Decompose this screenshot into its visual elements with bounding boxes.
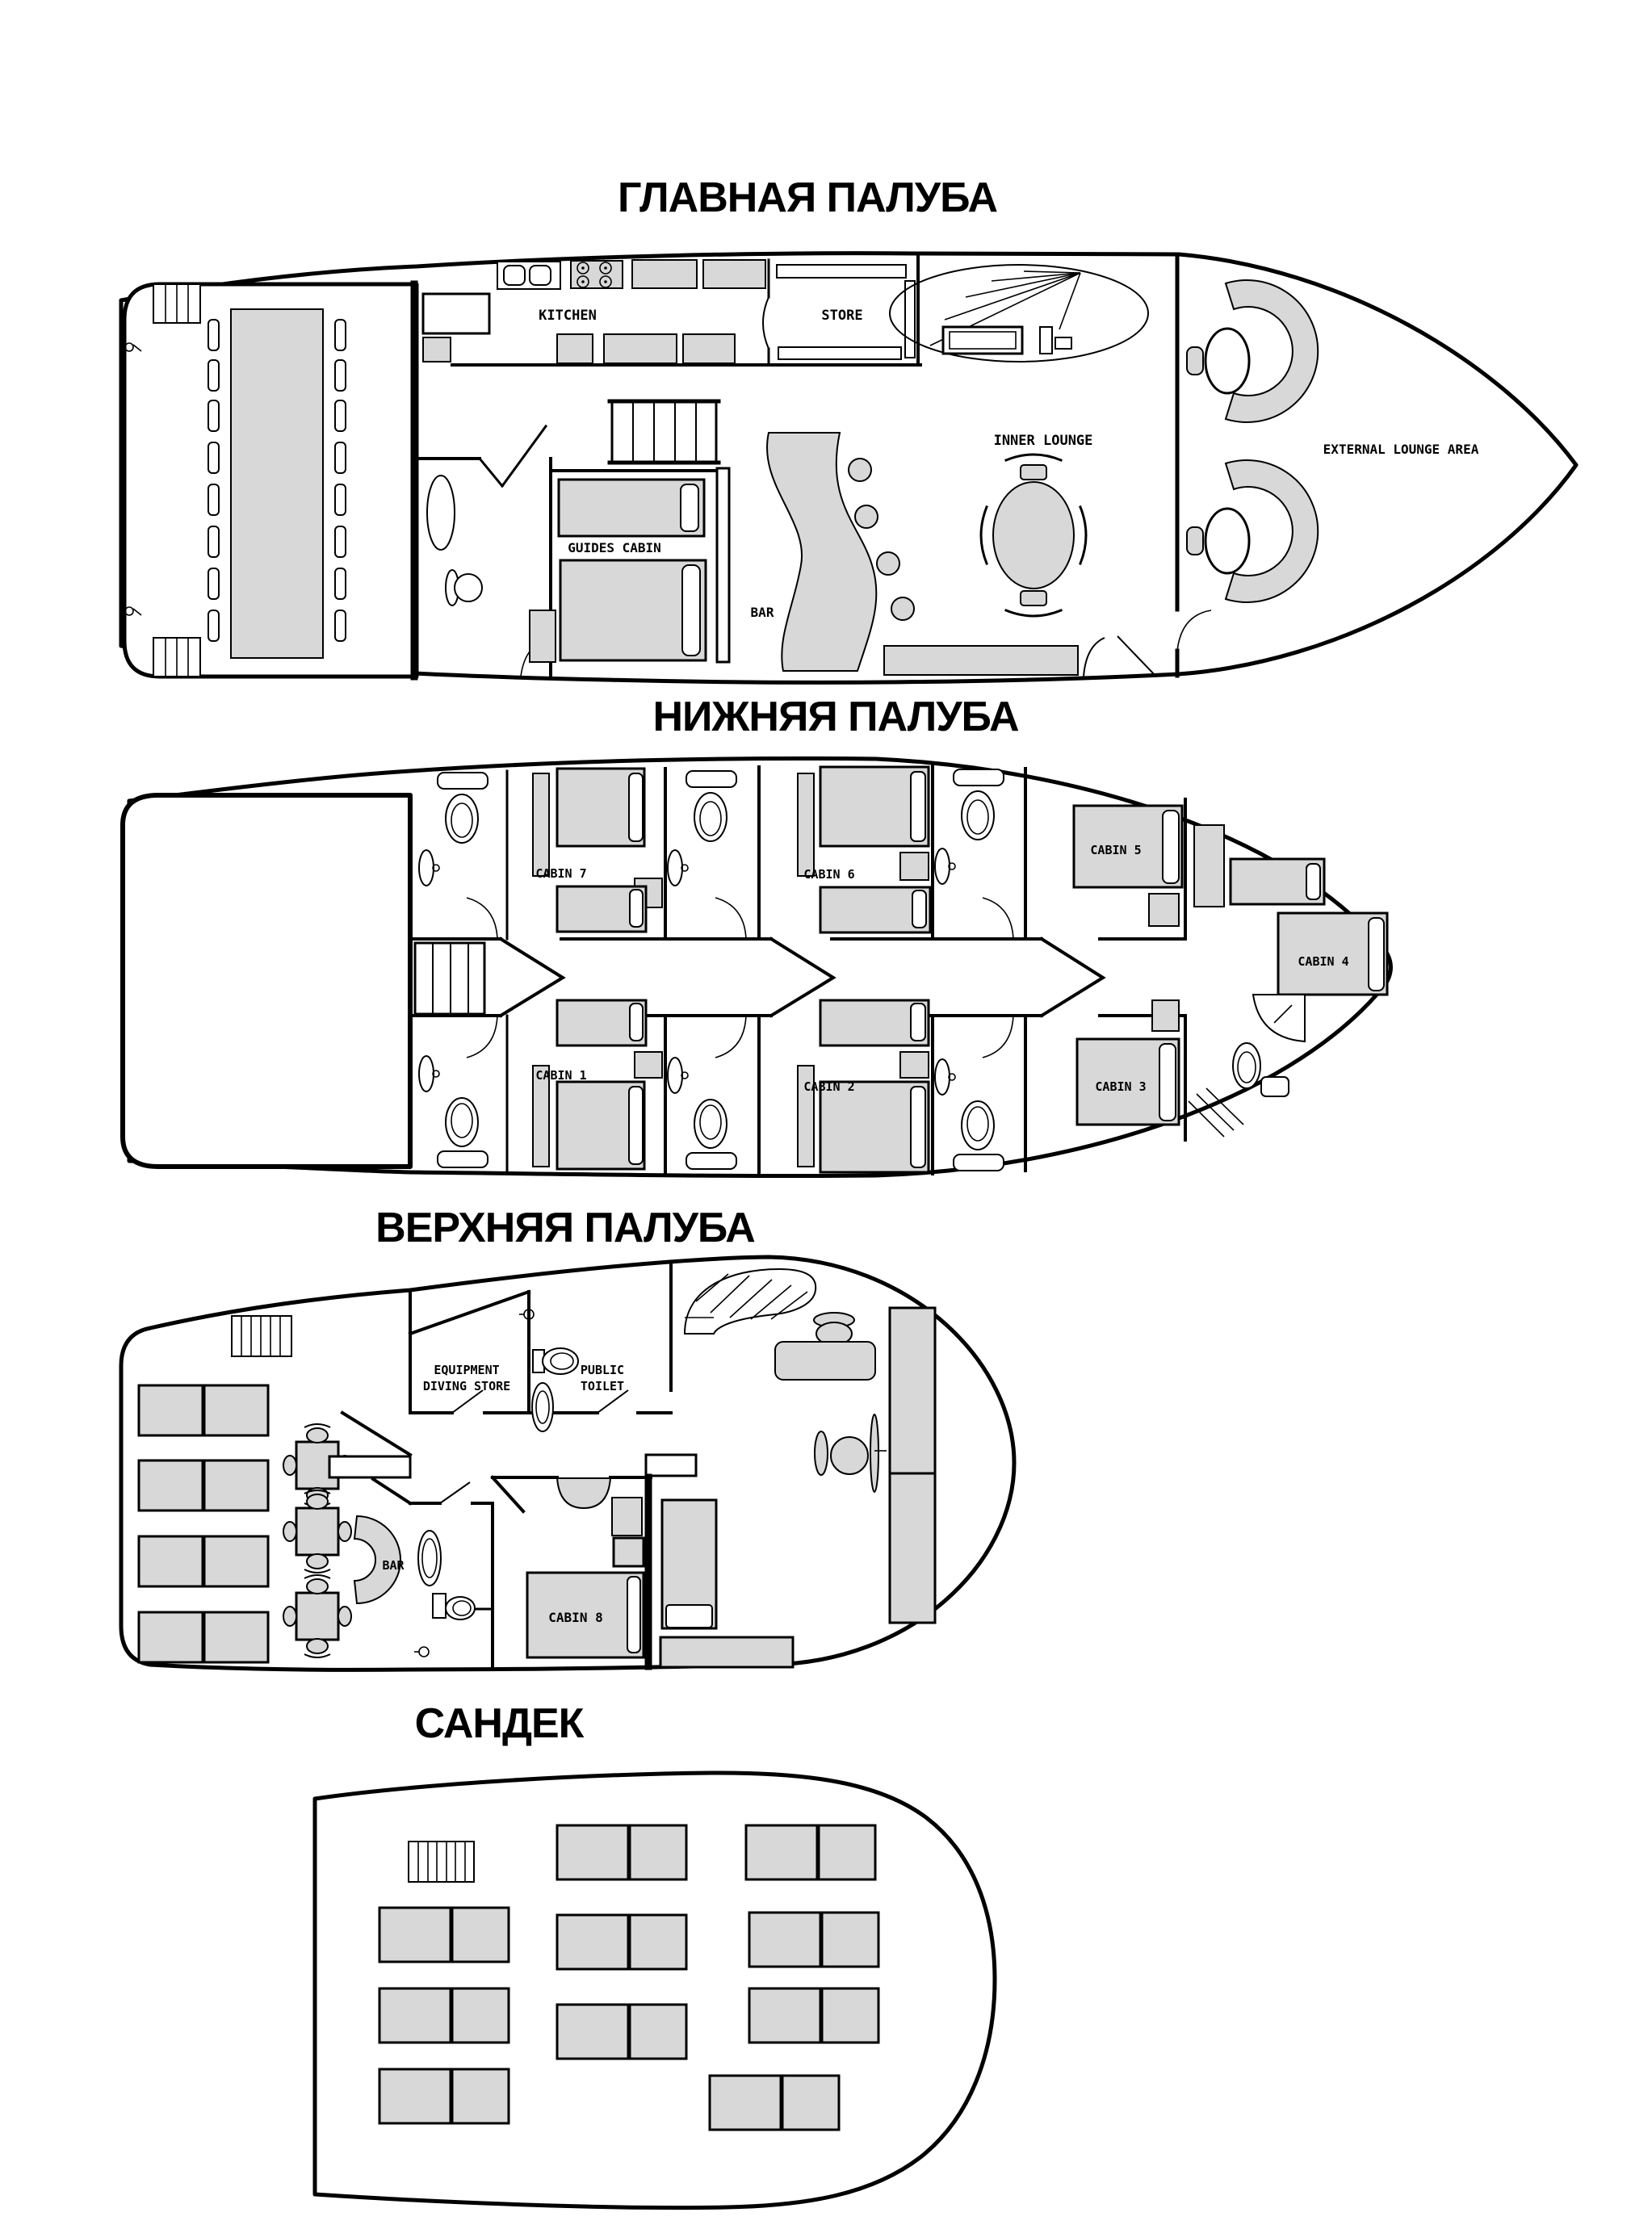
round-table xyxy=(1205,329,1249,393)
stern-ladder-bottom xyxy=(153,638,200,677)
wardrobe xyxy=(798,773,814,876)
sink xyxy=(532,1383,553,1431)
sun-lounger-pair xyxy=(710,2076,839,2130)
shelf xyxy=(438,1151,488,1167)
public-toilet-label: TOILET xyxy=(580,1379,625,1393)
bed-pillow xyxy=(911,772,925,841)
lower-engine-room xyxy=(123,795,410,1167)
bar-stool xyxy=(877,552,899,575)
cabin-2-label: CABIN 2 xyxy=(803,1079,855,1094)
upper-bar-label: BAR xyxy=(382,1558,405,1573)
nightstand xyxy=(635,1052,662,1078)
lower-deck-title: НИЖНЯЯ ПАЛУБА xyxy=(652,693,1019,740)
stool xyxy=(1187,527,1203,555)
chair xyxy=(1021,591,1046,605)
shelf xyxy=(954,1154,1004,1171)
bed-pillow xyxy=(627,1577,640,1653)
nightstand xyxy=(900,853,929,880)
toilet-tank xyxy=(433,1594,446,1618)
bed-pillow xyxy=(1369,918,1384,991)
toilet xyxy=(694,1100,727,1148)
sun-lounger-pair xyxy=(557,2005,686,2059)
cabin-3-label: CABIN 3 xyxy=(1095,1079,1147,1094)
sink xyxy=(668,1058,682,1093)
chart-table xyxy=(775,1342,875,1380)
sun-deck-title: САНДЕК xyxy=(414,1700,584,1747)
main-deck-title: ГЛАВНАЯ ПАЛУБА xyxy=(617,174,998,221)
store-label: STORE xyxy=(821,308,863,324)
sun-deck-stairs-box xyxy=(409,1842,474,1882)
bed-pillow xyxy=(1163,811,1179,883)
cabin-7-label: CABIN 7 xyxy=(535,866,587,881)
sun-lounger-pair xyxy=(379,2069,509,2123)
lounge-bench xyxy=(884,646,1078,675)
equipment-store-label: DIVING STORE xyxy=(422,1379,511,1393)
sink xyxy=(935,1059,950,1095)
shelf xyxy=(686,771,736,787)
toilet xyxy=(455,574,482,601)
store-shelf xyxy=(777,265,906,278)
kitchen-counter xyxy=(632,260,697,288)
lounge-table xyxy=(993,482,1074,589)
guides-cabin xyxy=(530,468,729,662)
sun-lounger-pair xyxy=(749,1913,878,1967)
kitchen-stove xyxy=(571,261,623,288)
console xyxy=(890,1308,935,1473)
helm-chair xyxy=(831,1437,868,1474)
bed-pillow xyxy=(681,484,698,531)
kitchen-label: KITCHEN xyxy=(539,308,597,324)
equipment-store-label: EQUIPMENT xyxy=(434,1363,500,1377)
bench xyxy=(646,1455,696,1476)
wardrobe xyxy=(1194,825,1224,907)
toilet xyxy=(446,794,478,843)
sink xyxy=(419,850,434,886)
bed-pillow xyxy=(911,1004,925,1041)
toilet xyxy=(962,791,994,840)
kitchen-counter xyxy=(703,260,765,288)
bench xyxy=(329,1456,410,1477)
sink xyxy=(668,850,682,886)
bar-stool xyxy=(849,459,871,481)
sink-bowl xyxy=(504,266,525,285)
helm-chair-back xyxy=(815,1431,828,1475)
kitchen-cabinet xyxy=(423,337,451,362)
cabin-5-label: CABIN 5 xyxy=(1090,843,1142,857)
nightstand xyxy=(900,1052,929,1078)
stern-ladder-top xyxy=(153,284,200,323)
closet xyxy=(612,1498,642,1536)
sun-deck xyxy=(315,1700,995,2208)
bed-pillow xyxy=(630,890,643,927)
sink xyxy=(935,849,950,884)
shelf xyxy=(438,773,488,789)
main-stairs-box xyxy=(610,401,719,463)
sun-lounger-pair xyxy=(379,1908,509,1962)
bed-pillow xyxy=(629,1087,643,1164)
cabinet xyxy=(530,610,556,662)
sun-lounger-pair xyxy=(557,1825,686,1879)
wardrobe xyxy=(533,773,549,876)
cabin-4-label: CABIN 4 xyxy=(1298,954,1349,969)
upper-deck xyxy=(121,1205,1014,1670)
toilet xyxy=(962,1101,994,1150)
bed-pillow xyxy=(1306,864,1320,899)
chair xyxy=(1021,465,1046,480)
kitchen-island xyxy=(423,294,489,333)
bar-stool xyxy=(891,597,914,620)
closet xyxy=(614,1538,644,1566)
bar-stool xyxy=(855,505,878,528)
sink xyxy=(427,476,455,550)
bed-pillow xyxy=(666,1605,712,1628)
store-shelf xyxy=(905,281,915,358)
sink xyxy=(1261,1077,1289,1096)
kitchen-counter xyxy=(604,334,677,363)
shelf xyxy=(686,1153,736,1169)
nightstand xyxy=(1152,1000,1179,1031)
lower-stairs-box xyxy=(415,943,484,1014)
cabin-6-label: CABIN 6 xyxy=(803,867,855,882)
toilet xyxy=(446,1098,478,1146)
bed-pillow xyxy=(629,773,643,841)
cabin-divider xyxy=(717,468,729,662)
sun-lounger-pair xyxy=(557,1915,686,1969)
cabin-8-label: CABIN 8 xyxy=(548,1610,603,1625)
bed-pillow xyxy=(1159,1044,1176,1121)
toilet xyxy=(694,793,727,841)
shelf xyxy=(954,769,1004,786)
sun-lounger-pair xyxy=(749,1988,878,2043)
bed-pillow xyxy=(911,1087,925,1167)
kitchen-counter xyxy=(683,334,735,363)
console xyxy=(890,1473,935,1623)
sun-lounger-pair xyxy=(746,1825,875,1879)
external-lounge-label: EXTERNAL LOUNGE AREA xyxy=(1323,442,1479,457)
bed-pillow xyxy=(912,890,926,928)
inner-lounge-label: INNER LOUNGE xyxy=(993,433,1093,449)
sun-lounger-pair xyxy=(379,1988,509,2043)
lower-deck xyxy=(123,693,1391,1176)
sink xyxy=(419,1056,434,1092)
bench xyxy=(660,1637,793,1667)
guides-cabin-label: GUIDES CABIN xyxy=(568,540,661,555)
stool xyxy=(1187,347,1203,375)
upper-deck-title: ВЕРХНЯЯ ПАЛУБА xyxy=(375,1205,755,1251)
bed-pillow xyxy=(630,1004,643,1041)
toilet xyxy=(1233,1043,1260,1088)
kitchen-counter xyxy=(557,334,593,363)
upper-stairs-box xyxy=(232,1316,291,1356)
tv-console xyxy=(943,327,1071,354)
nightstand xyxy=(1149,894,1179,926)
steering-wheel xyxy=(870,1414,878,1492)
bar-label: BAR xyxy=(750,605,774,620)
sink-bowl xyxy=(530,266,551,285)
cabin-1-label: CABIN 1 xyxy=(535,1068,587,1083)
bed-pillow xyxy=(682,565,700,656)
stern-table xyxy=(231,309,323,658)
public-toilet-label: PUBLIC xyxy=(580,1363,625,1377)
main-deck xyxy=(121,174,1576,682)
store-shelf xyxy=(778,347,901,359)
round-table xyxy=(1205,509,1249,573)
